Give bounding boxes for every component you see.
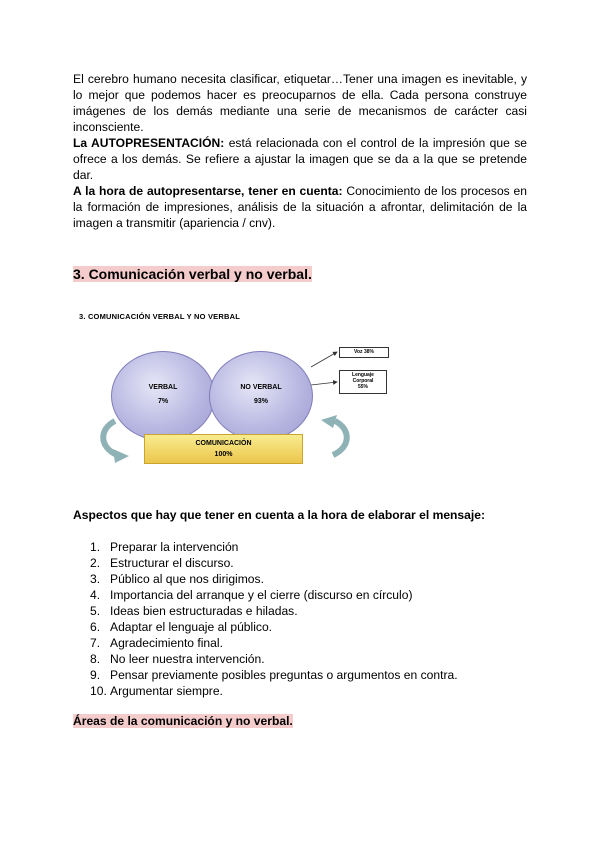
list-item	[90, 539, 458, 555]
list-item-number: 5.	[90, 604, 101, 618]
list-item	[90, 635, 458, 651]
section-heading-text: 3. Comunicación verbal y no verbal.	[73, 266, 312, 282]
list-item	[90, 571, 458, 587]
comunicacion-label: COMUNICACIÓN	[195, 440, 252, 447]
autopresentarse-paragraph	[73, 184, 527, 232]
list-item-number: 6.	[90, 620, 101, 634]
list-item-text: Estructurar el discurso.	[110, 556, 234, 570]
diagram-title: 3. COMUNICACIÓN VERBAL Y NO VERBAL	[79, 312, 240, 321]
lenguaje-line-3: 55%	[357, 384, 368, 390]
section-heading	[73, 265, 312, 283]
list-item-text: Preparar la intervención	[110, 540, 239, 554]
verbal-percentage: 7%	[157, 398, 169, 405]
list-item	[90, 587, 458, 603]
list-item-text: Adaptar el lenguaje al público.	[110, 620, 273, 634]
list-item-number: 10.	[90, 684, 107, 698]
list-item-number: 9.	[90, 668, 101, 682]
list-item	[90, 683, 458, 699]
areas-heading	[73, 713, 293, 729]
lenguaje-corporal-callout	[339, 370, 387, 394]
noverbal-circle	[209, 351, 313, 441]
autopresentacion-term: La AUTOPRESENTACIÓN:	[73, 136, 225, 150]
left-arrowhead-icon	[113, 449, 129, 463]
list-item-text: Importancia del arranque y el cierre (discurso en círculo)	[110, 588, 413, 602]
right-curved-arrow-icon	[333, 421, 347, 455]
list-item-text: Público al que nos dirigimos.	[110, 572, 264, 586]
comunicacion-percentage: 100%	[214, 451, 233, 458]
lenguaje-line-2: Corporal	[352, 378, 374, 384]
list-item-text: Pensar previamente posibles preguntas o argumentos en contra.	[110, 668, 458, 682]
verbal-label: VERBAL	[148, 384, 178, 391]
intro-paragraph: El cerebro humano necesita clasificar, etiquetar…Tener una imagen es inevitable, y lo mejor que podemos hacer es preocuparnos de ella. Cada persona construye imágenes de los demás mediante una serie de mecanismos de carácter casi inconsciente.	[73, 72, 527, 134]
lenguaje-line-1: Lenguaje	[352, 372, 374, 378]
lenguaje-pointer-line	[311, 382, 337, 385]
list-item-number: 8.	[90, 652, 101, 666]
list-item-number: 2.	[90, 556, 101, 570]
list-item-number: 4.	[90, 588, 101, 602]
comunicacion-box	[144, 434, 303, 464]
voz-pointer-line	[311, 352, 337, 367]
list-item	[90, 667, 458, 683]
verbal-circle	[111, 351, 215, 441]
communication-diagram	[73, 305, 373, 470]
autopresentacion-definition: está relacionada con el control de la impresión que se ofrece a los demás. Se refiere a ajustar la imagen que se da a la que se pretende dar.	[73, 136, 527, 182]
list-item-text: Agradecimiento final.	[110, 636, 223, 650]
noverbal-percentage: 93%	[253, 398, 268, 405]
list-item	[90, 619, 458, 635]
list-item	[90, 651, 458, 667]
aspects-list	[90, 539, 458, 699]
list-item	[90, 555, 458, 571]
areas-heading-text: Áreas de la comunicación y no verbal.	[73, 714, 293, 728]
list-item	[90, 603, 458, 619]
noverbal-label: NO VERBAL	[240, 384, 282, 391]
autopresentarse-lead: A la hora de autopresentarse, tener en cuenta:	[73, 184, 343, 198]
list-item-text: No leer nuestra intervención.	[110, 652, 265, 666]
list-item-text: Argumentar siempre.	[110, 684, 223, 698]
list-item-number: 7.	[90, 636, 101, 650]
list-item-text: Ideas bien estructuradas e hiladas.	[110, 604, 298, 618]
list-item-number: 1.	[90, 540, 101, 554]
autopresentarse-text: Conocimiento de los procesos en la formación de impresiones, análisis de la situación a afrontar, delimitación de la imagen a transmitir (apariencia / cnv).	[73, 184, 527, 230]
right-arrowhead-icon	[321, 415, 337, 428]
voz-callout: Voz 38%	[339, 347, 389, 358]
list-item-number: 3.	[90, 572, 101, 586]
aspects-heading: Aspectos que hay que tener en cuenta a la hora de elaborar el mensaje:	[73, 508, 486, 522]
autopresentacion-paragraph	[73, 136, 527, 184]
